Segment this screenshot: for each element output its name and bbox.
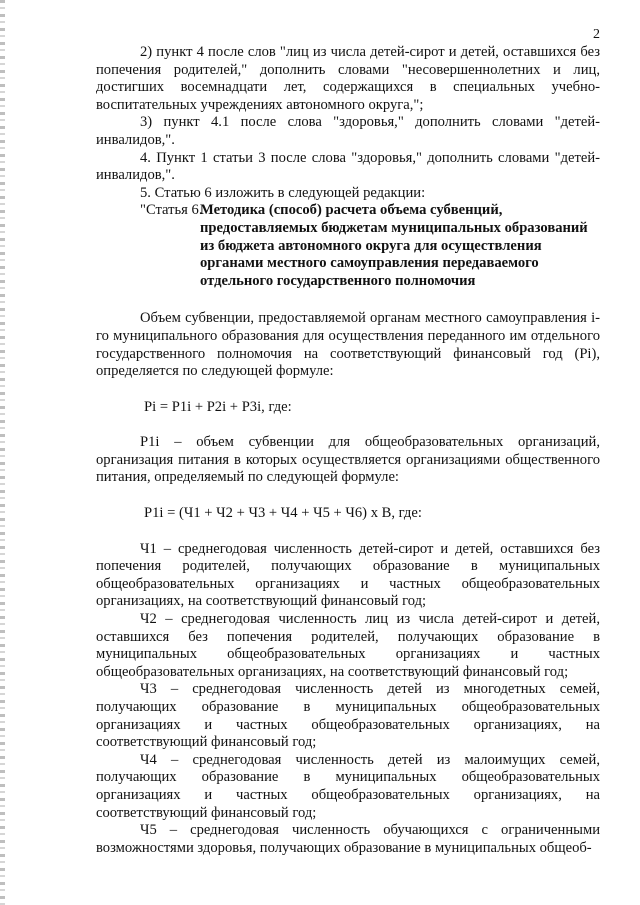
item-2: 2) пункт 4 после слов "лиц из числа детей-сирот и детей, оставшихся без попечения родителей," дополнить словами "несовершеннолетних и лиц, достигших восемнадцати лет, содержащихся в специальных учебно-воспитательных учреждениях автономного округа,"; — [96, 44, 600, 113]
page-number: 2 — [593, 27, 600, 42]
document-body — [96, 44, 600, 857]
article-heading — [96, 202, 600, 290]
definition-ch3: Ч3 – среднегодовая численность детей из многодетных семей, получающих образование в муниципальных общеобразовательных организациях и частных общеобразовательных организациях, на соответствующий финансовый год; — [96, 681, 600, 751]
item-4: 4. Пункт 1 статьи 3 после слова "здоровья," дополнить словами "детей-инвалидов,". — [96, 149, 600, 184]
item-3: 3) пункт 4.1 после слова "здоровья," дополнить словами "детей-инвалидов,". — [96, 114, 600, 148]
definition-ch1: Ч1 – среднегодовая численность детей-сирот и детей, оставшихся без попечения родителей, получающих образование в муниципальных общеобразовательных организациях и частных общеобразовательных организациях, на соответствующий финансовый год; — [96, 540, 600, 610]
p1i-definition: P1i – объем субвенции для общеобразовательных организаций, организация питания в которых осуществляется организациями общественного питания, определяемый по следующей формуле: — [96, 434, 600, 486]
definition-ch4: Ч4 – среднегодовая численность детей из малоимущих семей, получающих образование в муниципальных общеобразовательных организациях и частных общеобразовательных организациях, на соответствующий финансовый год; — [96, 751, 600, 821]
intro-paragraph: Объем субвенции, предоставляемой органам местного самоуправления i-го муниципального образования для осуществления переданного им отдельного государственного полномочия на соответствующий финансовый год (Pi), определяется по следующей формуле: — [96, 310, 600, 380]
scan-edge-artifact — [0, 0, 5, 905]
article-title: Методика (способ) расчета объема субвенций, предоставляемых бюджетам муниципальных образований из бюджета автономного округа для осуществления органами местного самоуправления передаваемого отдельного государственного полномочия — [200, 202, 588, 289]
article-prefix: "Статья 6. — [140, 202, 203, 219]
definition-ch2: Ч2 – среднегодовая численность лиц из числа детей-сирот и детей, оставшихся без попечения родителей, получающих образование в муниципальных общеобразовательных организациях и частных общеобразовательных организациях, на соответствующий финансовый год; — [96, 611, 600, 680]
formula-total: Pi = P1i + P2i + P3i, где: — [144, 398, 292, 415]
formula-p1i: P1i = (Ч1 + Ч2 + Ч3 + Ч4 + Ч5 + Ч6) х В, где: — [144, 505, 422, 522]
item-5: 5. Статью 6 изложить в следующей редакции: — [140, 184, 426, 201]
definition-ch5: Ч5 – среднегодовая численность обучающихся с ограниченными возможностями здоровья, получающих образование в муниципальных общеоб- — [96, 822, 600, 856]
article-body — [96, 310, 600, 857]
